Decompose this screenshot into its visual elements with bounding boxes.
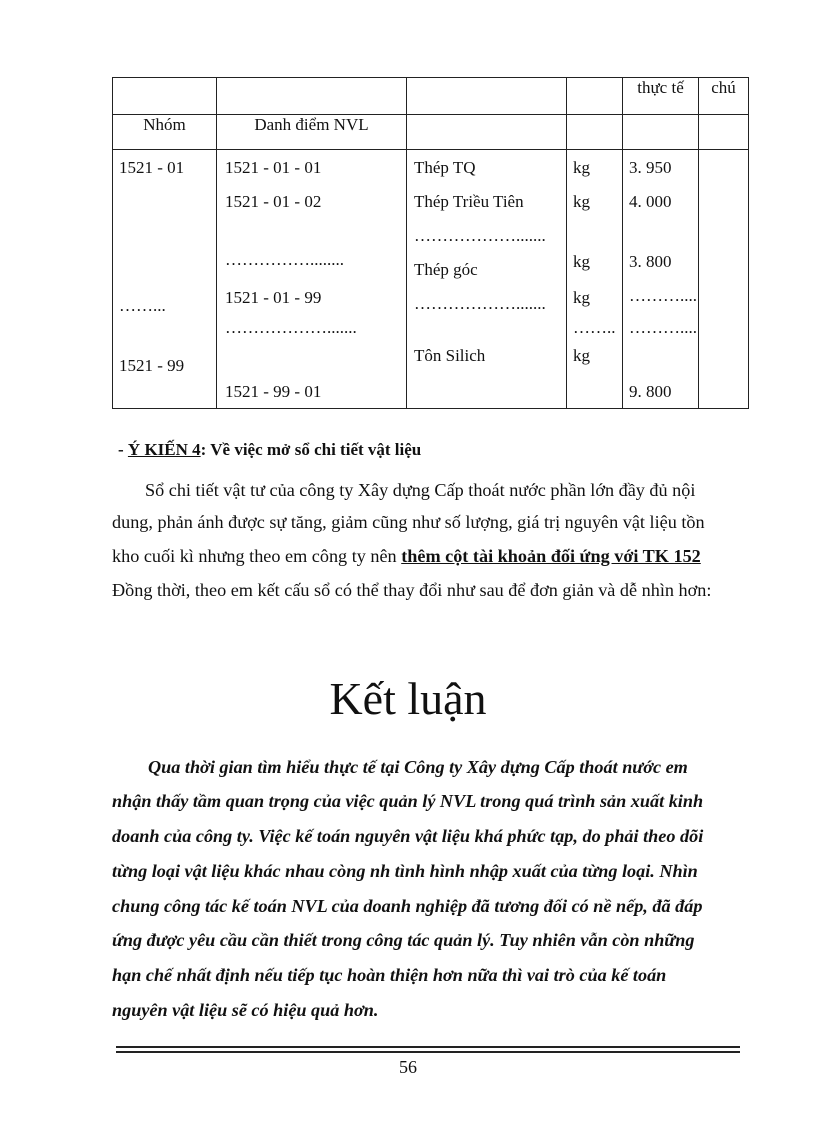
header-cell	[567, 115, 623, 150]
price-column	[623, 150, 699, 409]
opinion-line: Sổ chi tiết vật tư của công ty Xây dựng Cấp thoát nước phần lớn đầy đủ nội	[145, 480, 696, 500]
name-cell: ……………….......	[414, 226, 546, 245]
price-cell: 9. 800	[629, 382, 672, 401]
table-header-row-1	[113, 78, 749, 115]
header-cell	[407, 115, 567, 150]
header-cell	[217, 78, 407, 115]
price-cell: ………....	[629, 318, 697, 337]
conclusion-line: hạn chế nhất định nếu tiếp tục hoàn thiện hơn nữa thì vai trò của kế toán	[112, 965, 667, 985]
table-body-row	[113, 150, 749, 409]
opinion-line3-text: kho cuối kì nhưng theo em công ty nên	[112, 546, 402, 566]
group-column	[113, 150, 217, 409]
name-column	[407, 150, 567, 409]
conclusion-line: nhận thấy tầm quan trọng của việc quản lý NVL trong quá trình sản xuất kinh	[112, 791, 704, 811]
unit-cell: kg	[573, 158, 590, 177]
code-column	[217, 150, 407, 409]
group-cell: 1521 - 99	[119, 356, 185, 375]
price-cell: ………....	[629, 286, 697, 305]
header-cell	[567, 78, 623, 115]
name-cell: Thép Triều Tiên	[414, 192, 524, 211]
header-cell	[623, 115, 699, 150]
opinion-prefix: -	[118, 440, 128, 459]
conclusion-title: Kết luận	[329, 673, 487, 724]
group-cell: 1521 - 01	[119, 158, 185, 177]
name-cell: ……………….......	[414, 294, 546, 313]
conclusion-line: ứng được yêu cầu cần thiết trong công tác quản lý. Tuy nhiên vẫn còn những	[112, 930, 695, 950]
conclusion-line: chung công tác kế toán NVL của doanh nghiệp đã tương đối có nề nếp, đã đáp	[112, 896, 703, 916]
conclusion-line: Qua thời gian tìm hiểu thực tế tại Công ty Xây dựng Cấp thoát nước em	[148, 757, 688, 777]
code-cell: ……………….......	[225, 318, 357, 337]
conclusion-line: nguyên vật liệu sẽ có hiệu quả hơn.	[112, 1000, 379, 1020]
unit-cell: ……..	[573, 318, 616, 337]
name-cell: Thép góc	[414, 260, 478, 279]
code-cell: 1521 - 01 - 99	[225, 288, 322, 307]
header-cell	[407, 78, 567, 115]
unit-cell: kg	[573, 346, 590, 365]
opinion-label: Ý KIẾN 4	[127, 440, 201, 459]
price-cell: 4. 000	[629, 192, 672, 211]
opinion-title: : Về việc mở sổ chi tiết vật liệu	[200, 440, 422, 459]
code-cell: 1521 - 99 - 01	[225, 382, 322, 401]
footer-rule	[116, 1046, 740, 1048]
footer-rule	[116, 1051, 740, 1053]
page-number: 56	[399, 1057, 417, 1077]
opinion-line	[112, 540, 742, 572]
code-cell: 1521 - 01 - 02	[225, 192, 322, 211]
header-cell-actual: thực tế	[623, 78, 699, 115]
unit-cell: kg	[573, 252, 590, 271]
note-column	[699, 150, 749, 409]
conclusion-line: doanh của công ty. Việc kế toán nguyên vật liệu khá phức tạp, do phải theo dõi	[112, 826, 704, 846]
table-header-row-2	[113, 115, 749, 150]
price-cell: 3. 800	[629, 252, 672, 271]
name-cell: Thép TQ	[414, 158, 476, 177]
header-cell-code: Danh điểm NVL	[217, 115, 407, 150]
unit-cell: kg	[573, 288, 590, 307]
opinion-line: Đồng thời, theo em kết cấu sổ có thể thay đổi như sau để đơn giản và dễ nhìn hơn:	[112, 580, 712, 600]
group-cell: ……...	[119, 296, 166, 315]
opinion-line: dung, phản ánh được sự tăng, giảm cũng như số lượng, giá trị nguyên vật liệu tồn	[112, 512, 705, 532]
opinion-heading	[118, 440, 421, 460]
price-cell: 3. 950	[629, 158, 672, 177]
header-cell	[699, 115, 749, 150]
conclusion-line: từng loại vật liệu khác nhau còng nh tình hình nhập xuất của từng loại. Nhìn	[112, 861, 698, 881]
code-cell: 1521 - 01 - 01	[225, 158, 322, 177]
code-cell: ……………........	[225, 250, 344, 269]
header-cell-note: chú	[699, 78, 749, 115]
material-catalog-table	[112, 77, 749, 409]
unit-cell: kg	[573, 192, 590, 211]
header-cell	[113, 78, 217, 115]
header-cell-group: Nhóm	[113, 115, 217, 150]
unit-column	[567, 150, 623, 409]
name-cell: Tôn Silich	[414, 346, 486, 365]
opinion-emphasis: thêm cột tài khoản đối ứng với TK 152	[401, 546, 701, 566]
